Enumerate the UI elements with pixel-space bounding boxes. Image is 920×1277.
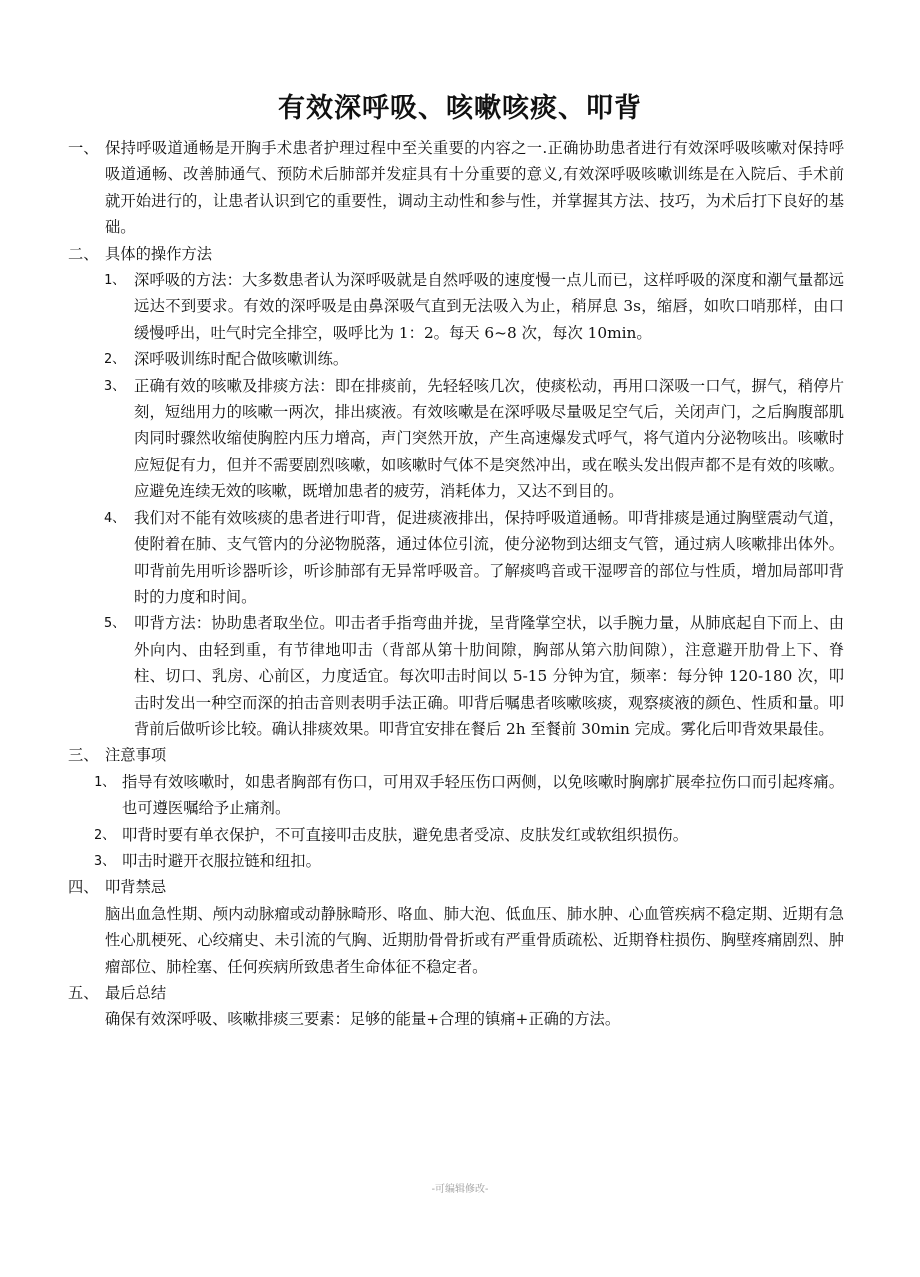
item-number: 2、 (94, 826, 116, 843)
item-text: 指导有效咳嗽时，如患者胸部有伤口，可用双手轻压伤口两侧，以免咳嗽时胸廓扩展牵拉伤口而引起疼痛。也可遵医嘱给予止痛剂。 (122, 772, 844, 818)
item-number: 2、 (104, 351, 126, 368)
list-item (94, 769, 844, 822)
section-4-text: 脑出血急性期、颅内动脉瘤或动静脉畸形、咯血、肺大泡、低血压、肺水肿、心血管疾病不稳定期、近期有急性心肌梗死、心绞痛史、未引流的气胸、近期肋骨骨折或有严重骨质疏松、近期脊柱损伤、胸壁疼痛剧烈、肿瘤部位、肺栓塞、任何疾病所致患者生命体征不稳定者。 (105, 904, 844, 976)
page-footer: -可编辑修改- (431, 1184, 489, 1195)
list-item (104, 505, 844, 611)
list-item (94, 848, 844, 874)
section-5-title: 最后总结 (105, 984, 167, 1002)
list-item (104, 346, 844, 372)
item-number: 3、 (94, 852, 116, 869)
section-2-number: 二、 (68, 244, 99, 263)
section-2-heading (68, 241, 844, 267)
item-number: 4、 (104, 509, 126, 526)
item-number: 5、 (104, 615, 126, 632)
section-4-number: 四、 (68, 878, 99, 897)
list-item (104, 610, 844, 742)
document-title: 有效深呼吸、咳嗽咳痰、叩背 (278, 93, 642, 124)
section-3-title: 注意事项 (105, 746, 167, 765)
item-text: 正确有效的咳嗽及排痰方法：即在排痰前，先轻轻咳几次，使痰松动，再用口深吸一口气，摒气，稍停片刻，短绌用力的咳嗽一两次，排出痰液。有效咳嗽是在深呼吸尽量吸足空气后，关闭声门，之后胸腹部肌肉同时骤然收缩使胸腔内压力增高，声门突然开放，产生高速爆发式呼气，将气道内分泌物咳出。咳嗽时应短促有力，但并不需要剧烈咳嗽，如咳嗽时气体不是突然冲出，或在喉头发出假声都不是有效的咳嗽。应避免连续无效的咳嗽，既增加患者的疲劳，消耗体力，又达不到目的。 (134, 376, 844, 501)
item-text: 叩背时要有单衣保护，不可直接叩击皮肤，避免患者受凉、皮肤发红或软组织损伤。 (122, 825, 688, 844)
section-5-heading (68, 980, 844, 1006)
document-body (68, 135, 844, 1033)
section-1-number: 一、 (68, 139, 99, 157)
item-text: 叩背方法：协助患者取坐位。叩击者手指弯曲并拢，呈背隆掌空状，以手腕力量，从肺底起自下而上、由外向内、由轻到重，有节律地叩击（背部从第十肋间隙，胸部从第六肋间隙），注意避开肋骨上下、脊柱、切口、乳房、心前区，力度适宜。每次叩击时间以 5-15 分钟为宜，频率：每分钟 120-180 次，叩击时发出一种空而深的拍击音则表明手法正确。叩背后嘱患者咳嗽咳痰，观察痰液的颜色、性质和量。叩背前后做听诊比较。确认排痰效果。叩背宜安排在餐后 2h 至餐前 30min 完成。雾化后叩背效果最佳。 (134, 614, 844, 738)
section-5-number: 五、 (68, 984, 99, 1002)
section-4-title: 叩背禁忌 (105, 878, 167, 897)
section-3-heading (68, 742, 844, 768)
item-text: 深呼吸的方法：大多数患者认为深呼吸就是自然呼吸的速度慢一点儿而已，这样呼吸的深度和潮气量都远远达不到要求。有效的深呼吸是由鼻深吸气直到无法吸入为止，稍屏息 3s，缩唇，如吹口哨那样，由口缓慢呼出，吐气时完全排空，吸呼比为 1：2。每天 6~8 次，每次 10min。 (134, 271, 844, 342)
item-text: 深呼吸训练时配合做咳嗽训练。 (134, 350, 349, 369)
section-1-text: 保持呼吸道通畅是开胸手术患者护理过程中至关重要的内容之一.正确协助患者进行有效深呼吸咳嗽对保持呼吸道通畅、改善肺通气、预防术后肺部并发症具有十分重要的意义,有效深呼吸咳嗽训练是在入院后、手术前就开始进行的，让患者认识到它的重要性，调动主动性和参与性，并掌握其方法、技巧，为术后打下良好的基础。 (105, 139, 844, 237)
section-1 (68, 135, 844, 241)
item-text: 我们对不能有效咳痰的患者进行叩背，促进痰液排出，保持呼吸道通畅。叩背排痰是通过胸壁震动气道，使附着在肺、支气管内的分泌物脱落，通过体位引流，使分泌物到达细支气管，通过病人咳嗽排出体外。叩背前先用听诊器听诊，听诊肺部有无异常呼吸音。了解痰鸣音或干湿啰音的部位与性质，增加局部叩背时的力度和时间。 (134, 508, 844, 606)
list-item (104, 267, 844, 346)
item-text: 叩击时避开衣服拉链和纽扣。 (122, 851, 321, 870)
item-number: 3、 (104, 377, 126, 394)
list-item (104, 373, 844, 505)
item-number: 1、 (104, 272, 126, 289)
section-2-title: 具体的操作方法 (105, 244, 213, 263)
item-number: 1、 (94, 773, 116, 790)
section-3-number: 三、 (68, 746, 99, 765)
list-item (94, 822, 844, 848)
section-5-text: 确保有效深呼吸、咳嗽排痰三要素：足够的能量+合理的镇痛+正确的方法。 (105, 1010, 621, 1029)
section-4-heading (68, 874, 844, 900)
